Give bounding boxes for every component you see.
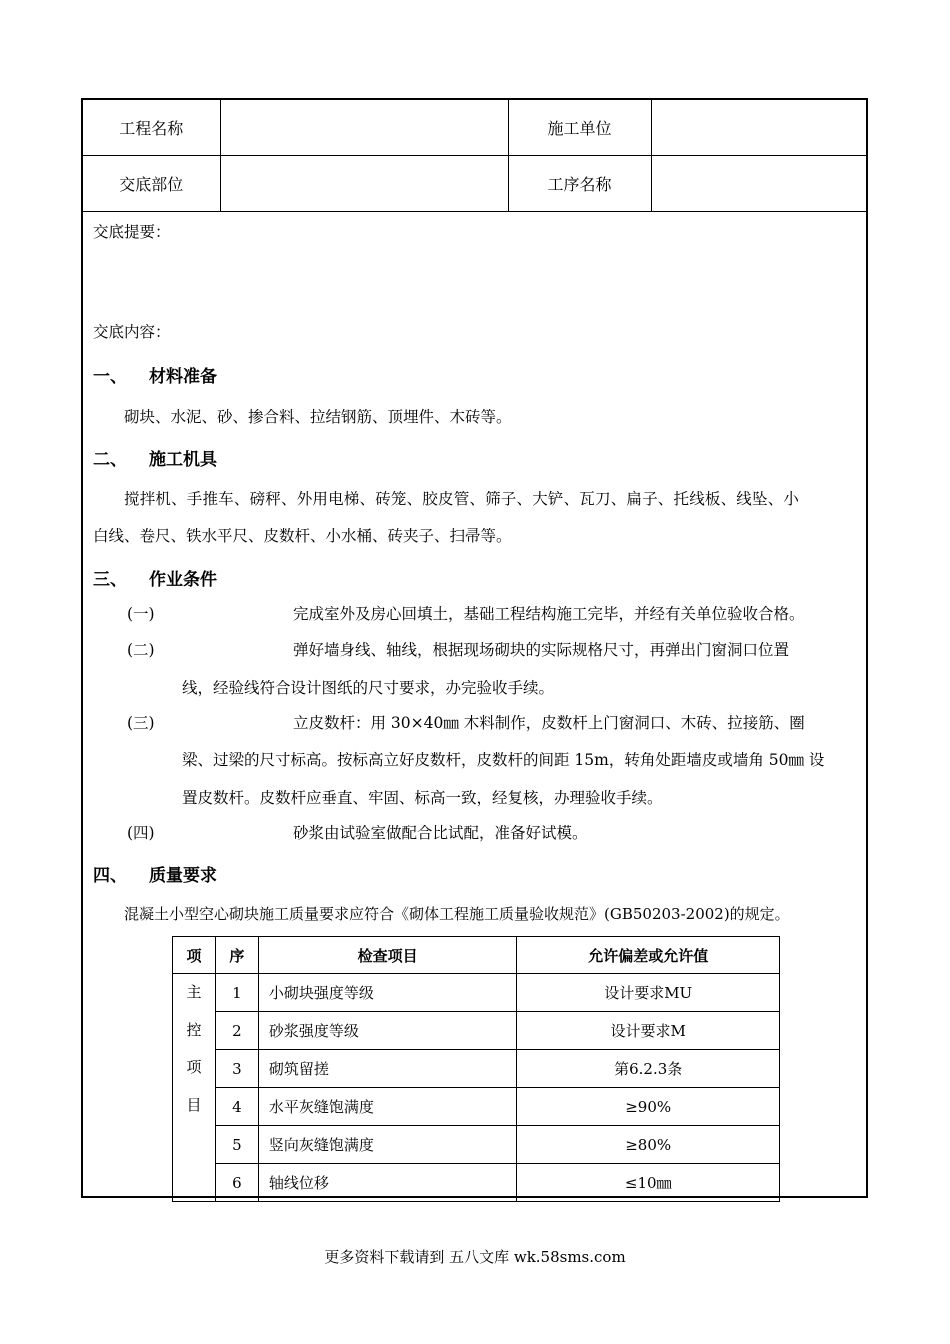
row-value: ≤10㎜ (517, 1164, 780, 1202)
col-header-item: 检查项目 (258, 937, 517, 974)
group-char: 主 (186, 983, 202, 1001)
section-2-line1: 搅拌机、手推车、磅秤、外用电梯、砖笼、胶皮管、筛子、大铲、瓦刀、扁子、托线板、线坠、小 (124, 490, 800, 508)
section-3-num: 三、 (93, 570, 127, 590)
quality-table (172, 936, 780, 1202)
section-2-line2: 白线、卷尺、铁水平尺、皮数杆、小水桶、砖夹子、扫帚等。 (93, 527, 512, 545)
construction-unit-label: 施工单位 (508, 100, 651, 156)
table-row (173, 974, 780, 1012)
section-3-item1-line1: 完成室外及房心回填土，基础工程结构施工完毕，并经有关单位验收合格。 (293, 605, 805, 623)
table-row (173, 1050, 780, 1088)
row-seq: 2 (215, 1012, 258, 1050)
section-3-item1-num: (一) (127, 605, 155, 623)
section-1-title: 材料准备 (149, 367, 217, 387)
group-label-main-control (173, 974, 216, 1202)
document-frame (81, 98, 868, 1198)
row-seq: 5 (215, 1126, 258, 1164)
section-4-text: 混凝土小型空心砌块施工质量要求应符合《砌体工程施工质量验收规范》(GB50203-2002)的规定。 (124, 905, 790, 923)
section-3-item2-num: (二) (127, 641, 155, 659)
section-3-item3-line1: 立皮数杆：用 30×40㎜ 木料制作，皮数杆上门窗洞口、木砖、拉接筋、圈 (293, 714, 805, 732)
row-item: 砂浆强度等级 (258, 1012, 517, 1050)
footer-link-text[interactable]: 更多资料下载请到 五八文库 wk.58sms.com (324, 1248, 626, 1266)
row-seq: 4 (215, 1088, 258, 1126)
group-char: 项 (186, 1058, 202, 1076)
row-seq: 1 (215, 974, 258, 1012)
row-value: ≥80% (517, 1126, 780, 1164)
quality-table-header (173, 937, 780, 974)
table-row (173, 1126, 780, 1164)
section-4-title: 质量要求 (149, 866, 217, 886)
section-3-item3-line2: 梁、过梁的尺寸标高。按标高立好皮数杆，皮数杆的间距 15m，转角处距墙皮或墙角 50㎜ 设 (182, 751, 825, 769)
row-value: 设计要求MU (517, 974, 780, 1012)
content-label: 交底内容： (93, 323, 171, 341)
section-3-item3-num: (三) (127, 714, 155, 732)
section-4-num: 四、 (93, 866, 127, 886)
section-1-num: 一、 (93, 367, 127, 387)
table-row (173, 1088, 780, 1126)
col-header-category: 项 (173, 937, 216, 974)
row-value: 设计要求M (517, 1012, 780, 1050)
project-name-label: 工程名称 (83, 100, 220, 156)
row-item: 轴线位移 (258, 1164, 517, 1202)
group-char: 控 (186, 1020, 202, 1039)
section-3-item2-line1: 弹好墙身线、轴线，根据现场砌块的实际规格尺寸，再弹出门窗洞口位置 (293, 641, 790, 659)
disclosure-part-value (220, 156, 508, 212)
row-value: ≥90% (517, 1088, 780, 1126)
table-row (173, 1012, 780, 1050)
row-value: 第6.2.3条 (517, 1050, 780, 1088)
row-seq: 3 (215, 1050, 258, 1088)
row-item: 小砌块强度等级 (258, 974, 517, 1012)
row-item: 竖向灰缝饱满度 (258, 1126, 517, 1164)
section-1-text: 砌块、水泥、砂、掺合料、拉结钢筋、顶埋件、木砖等。 (124, 408, 512, 426)
header-table (83, 100, 866, 212)
process-name-value (651, 156, 866, 212)
table-row (173, 1164, 780, 1202)
section-2-num: 二、 (93, 450, 127, 470)
row-seq: 6 (215, 1164, 258, 1202)
summary-label: 交底提要： (93, 223, 171, 241)
section-3-item2-line2: 线，经验线符合设计图纸的尺寸要求，办完验收手续。 (182, 679, 555, 697)
group-char: 目 (186, 1095, 202, 1114)
section-2-title: 施工机具 (149, 450, 217, 470)
section-3-title: 作业条件 (149, 570, 217, 590)
section-3-item4-line1: 砂浆由试验室做配合比试配，准备好试模。 (293, 824, 588, 842)
row-item: 水平灰缝饱满度 (258, 1088, 517, 1126)
row-item: 砌筑留搓 (258, 1050, 517, 1088)
section-3-item4-num: (四) (127, 824, 155, 842)
col-header-seq: 序 (215, 937, 258, 974)
col-header-value: 允许偏差或允许值 (517, 937, 780, 974)
section-3-item3-line3: 置皮数杆。皮数杆应垂直、牢固、标高一致，经复核，办理验收手续。 (182, 789, 663, 807)
process-name-label: 工序名称 (508, 156, 651, 212)
disclosure-part-label: 交底部位 (83, 156, 220, 212)
construction-unit-value (651, 100, 866, 156)
project-name-value (220, 100, 508, 156)
